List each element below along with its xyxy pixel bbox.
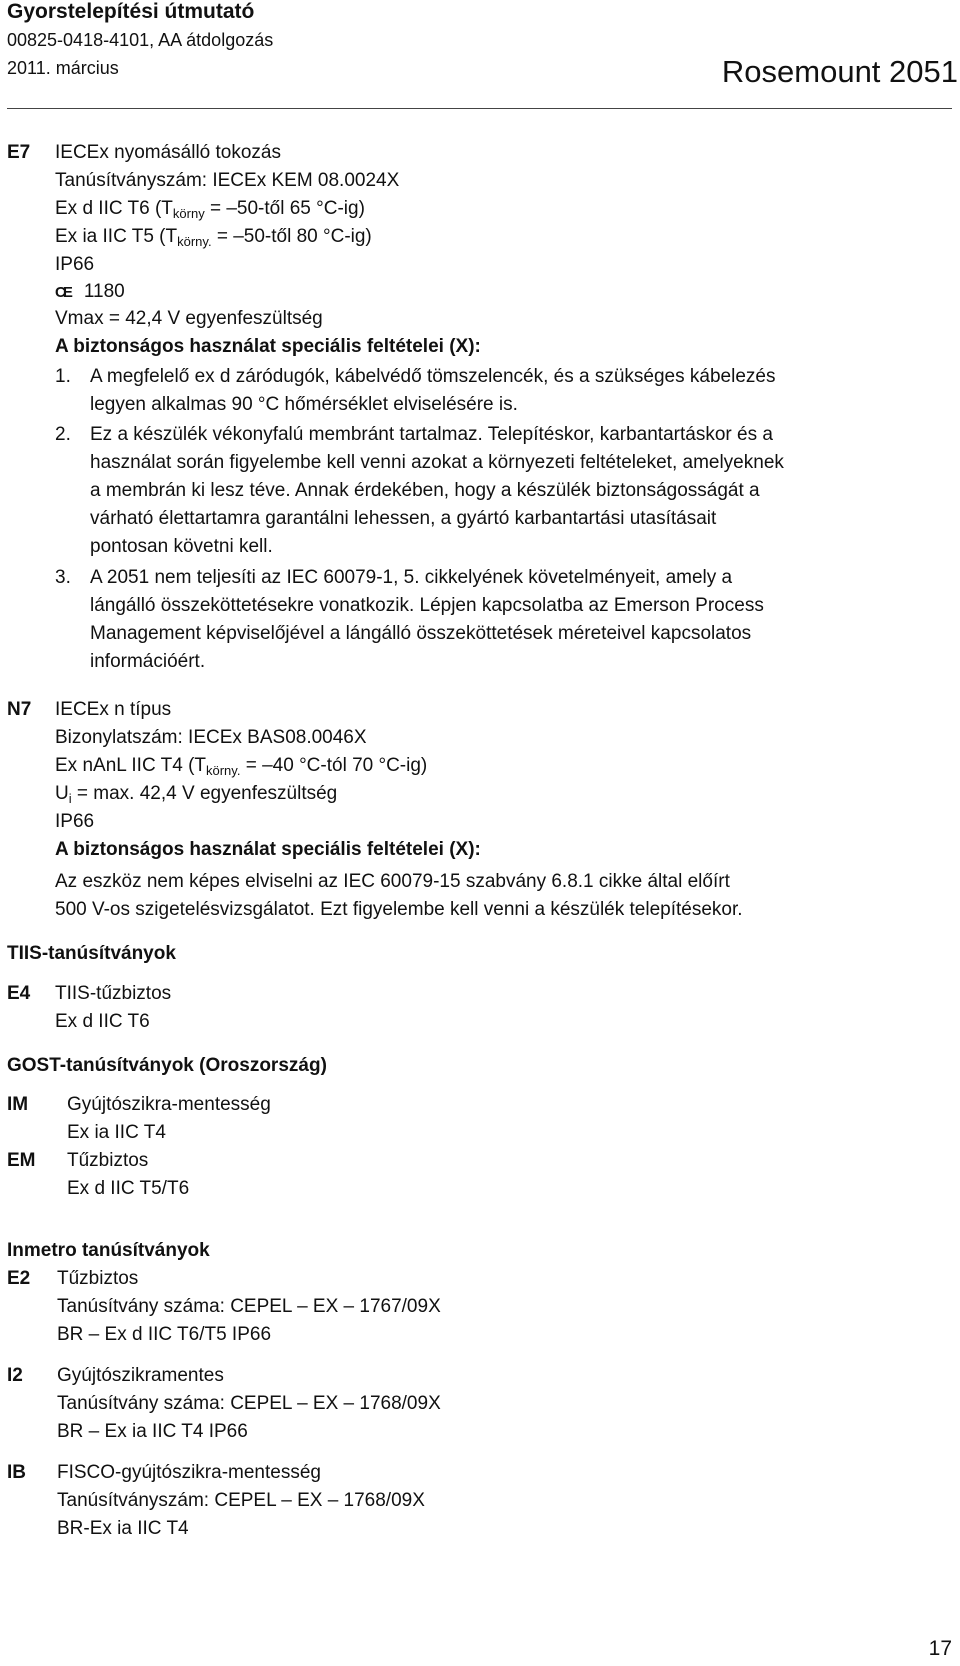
code-i2: I2 bbox=[7, 1365, 23, 1386]
e4-title: TIIS-tűzbiztos bbox=[55, 983, 172, 1004]
e7-title: IECEx nyomásálló tokozás bbox=[55, 142, 281, 163]
ib-rating: BR-Ex ia IIC T4 bbox=[57, 1518, 189, 1539]
e7-item-3-line: információért. bbox=[90, 651, 206, 672]
n7-condition-line: 500 V-os szigetelésvizsgálatot. Ezt figyelembe kell venni a készülék telepítésekor. bbox=[55, 899, 743, 920]
ce-mark-icon: CE bbox=[55, 284, 70, 301]
e7-vmax: Vmax = 42,4 V egyenfeszültség bbox=[55, 308, 323, 329]
e7-item-3-line: A 2051 nem teljesíti az IEC 60079-1, 5. cikkelyének követelményeit, amely a bbox=[90, 567, 733, 588]
e7-item-2-line: várható élettartamra garantálni lehessen, a gyártó karbantartási utasításait bbox=[90, 508, 717, 529]
e7-item-2-line: használat során figyelembe kell venni azokat a környezeti feltételeket, amelyeknek bbox=[90, 452, 784, 473]
e7-item-1-line: legyen alkalmas 90 °C hőmérséklet elviselésére is. bbox=[90, 394, 518, 415]
code-e4: E4 bbox=[7, 983, 31, 1004]
product-name: Rosemount 2051 bbox=[721, 54, 958, 89]
ib-cert-number: Tanúsítványszám: CEPEL – EX – 1768/09X bbox=[57, 1490, 425, 1511]
e7-item-3-line: lángálló összeköttetésekre vonatkozik. Lépjen kapcsolatba az Emerson Process bbox=[90, 595, 764, 616]
e7-conditions-heading: A biztonságos használat speciális feltételei (X): bbox=[55, 336, 481, 357]
e7-item-2-line: pontosan követni kell. bbox=[90, 536, 273, 557]
inmetro-heading: Inmetro tanúsítványok bbox=[7, 1240, 210, 1261]
i2-title: Gyújtószikramentes bbox=[57, 1365, 224, 1386]
ib-title: FISCO-gyújtószikra-mentesség bbox=[57, 1462, 321, 1483]
e2-title: Tűzbiztos bbox=[57, 1268, 139, 1289]
code-e7: E7 bbox=[7, 142, 31, 163]
e7-item-3-line: Management képviselőjével a lángálló összeköttetések méreteivel kapcsolatos bbox=[90, 623, 752, 644]
n7-title: IECEx n típus bbox=[55, 699, 172, 720]
e7-item-2-line: Ez a készülék vékonyfalú membránt tartalmaz. Telepítéskor, karbantartáskor és a bbox=[90, 424, 773, 445]
n7-condition-line: Az eszköz nem képes elviselni az IEC 60079-15 szabvány 6.8.1 cikke által előírt bbox=[55, 871, 730, 892]
code-im: IM bbox=[7, 1094, 29, 1115]
i2-rating: BR – Ex ia IIC T4 IP66 bbox=[57, 1421, 248, 1442]
e7-item-3-number: 3. bbox=[55, 567, 71, 588]
document-number: 00825-0418-4101, AA átdolgozás bbox=[7, 30, 274, 50]
e7-ip-rating: IP66 bbox=[55, 254, 95, 275]
em-rating: Ex d IIC T5/T6 bbox=[67, 1178, 190, 1199]
e4-rating: Ex d IIC T6 bbox=[55, 1011, 150, 1032]
e7-item-1-number: 1. bbox=[55, 366, 71, 387]
n7-cert-number: Bizonylatszám: IECEx BAS08.0046X bbox=[55, 727, 367, 748]
im-rating: Ex ia IIC T4 bbox=[67, 1122, 166, 1143]
i2-cert-number: Tanúsítvány száma: CEPEL – EX – 1768/09X bbox=[57, 1393, 441, 1414]
code-ib: IB bbox=[7, 1462, 26, 1483]
e7-item-2-number: 2. bbox=[55, 424, 71, 445]
code-em: EM bbox=[7, 1150, 36, 1171]
n7-ui-max: $U_i = \max$. 42,4 V egyenfeszültség bbox=[55, 783, 338, 806]
e2-rating: BR – Ex d IIC T6/T5 IP66 bbox=[57, 1324, 272, 1345]
code-e2: E2 bbox=[7, 1268, 31, 1289]
page-number: 17 bbox=[928, 1637, 952, 1660]
code-n7: N7 bbox=[7, 699, 32, 720]
e7-item-1-line: A megfelelő ex d záródugók, kábelvédő tömszelencék, és a szükséges kábelezés bbox=[90, 366, 776, 387]
tiis-heading: TIIS-tanúsítványok bbox=[7, 943, 176, 964]
e7-cert-number: Tanúsítványszám: IECEx KEM 08.0024X bbox=[55, 170, 400, 191]
e7-rating-1: Ex d IIC T6 ($T_{körny}$ = –50-től 65 °C-ig) bbox=[55, 198, 365, 221]
header-divider bbox=[7, 108, 952, 109]
n7-rating: Ex nAnL IIC T4 ($T_{körny.} = -40$ °C-tól 70 °C-ig) bbox=[55, 755, 428, 778]
em-title: Tűzbiztos bbox=[67, 1150, 149, 1171]
document-title: Gyorstelepítési útmutató bbox=[7, 0, 255, 23]
gost-heading: GOST-tanúsítványok (Oroszország) bbox=[7, 1055, 327, 1076]
e7-ce-mark: CE 1180 bbox=[55, 281, 125, 302]
n7-conditions-heading: A biztonságos használat speciális feltételei (X): bbox=[55, 839, 481, 860]
e7-item-2-line: a membrán ki lesz téve. Annak érdekében, hogy a készülék biztonságosságát a bbox=[90, 480, 760, 501]
n7-ip-rating: IP66 bbox=[55, 811, 95, 832]
document-date: 2011. március bbox=[7, 58, 119, 78]
im-title: Gyújtószikra-mentesség bbox=[67, 1094, 271, 1115]
e2-cert-number: Tanúsítvány száma: CEPEL – EX – 1767/09X bbox=[57, 1296, 441, 1317]
e7-rating-2: Ex ia IIC T5 ($T_{körny.}$ = –50-től 80 °C-ig) bbox=[55, 226, 372, 249]
